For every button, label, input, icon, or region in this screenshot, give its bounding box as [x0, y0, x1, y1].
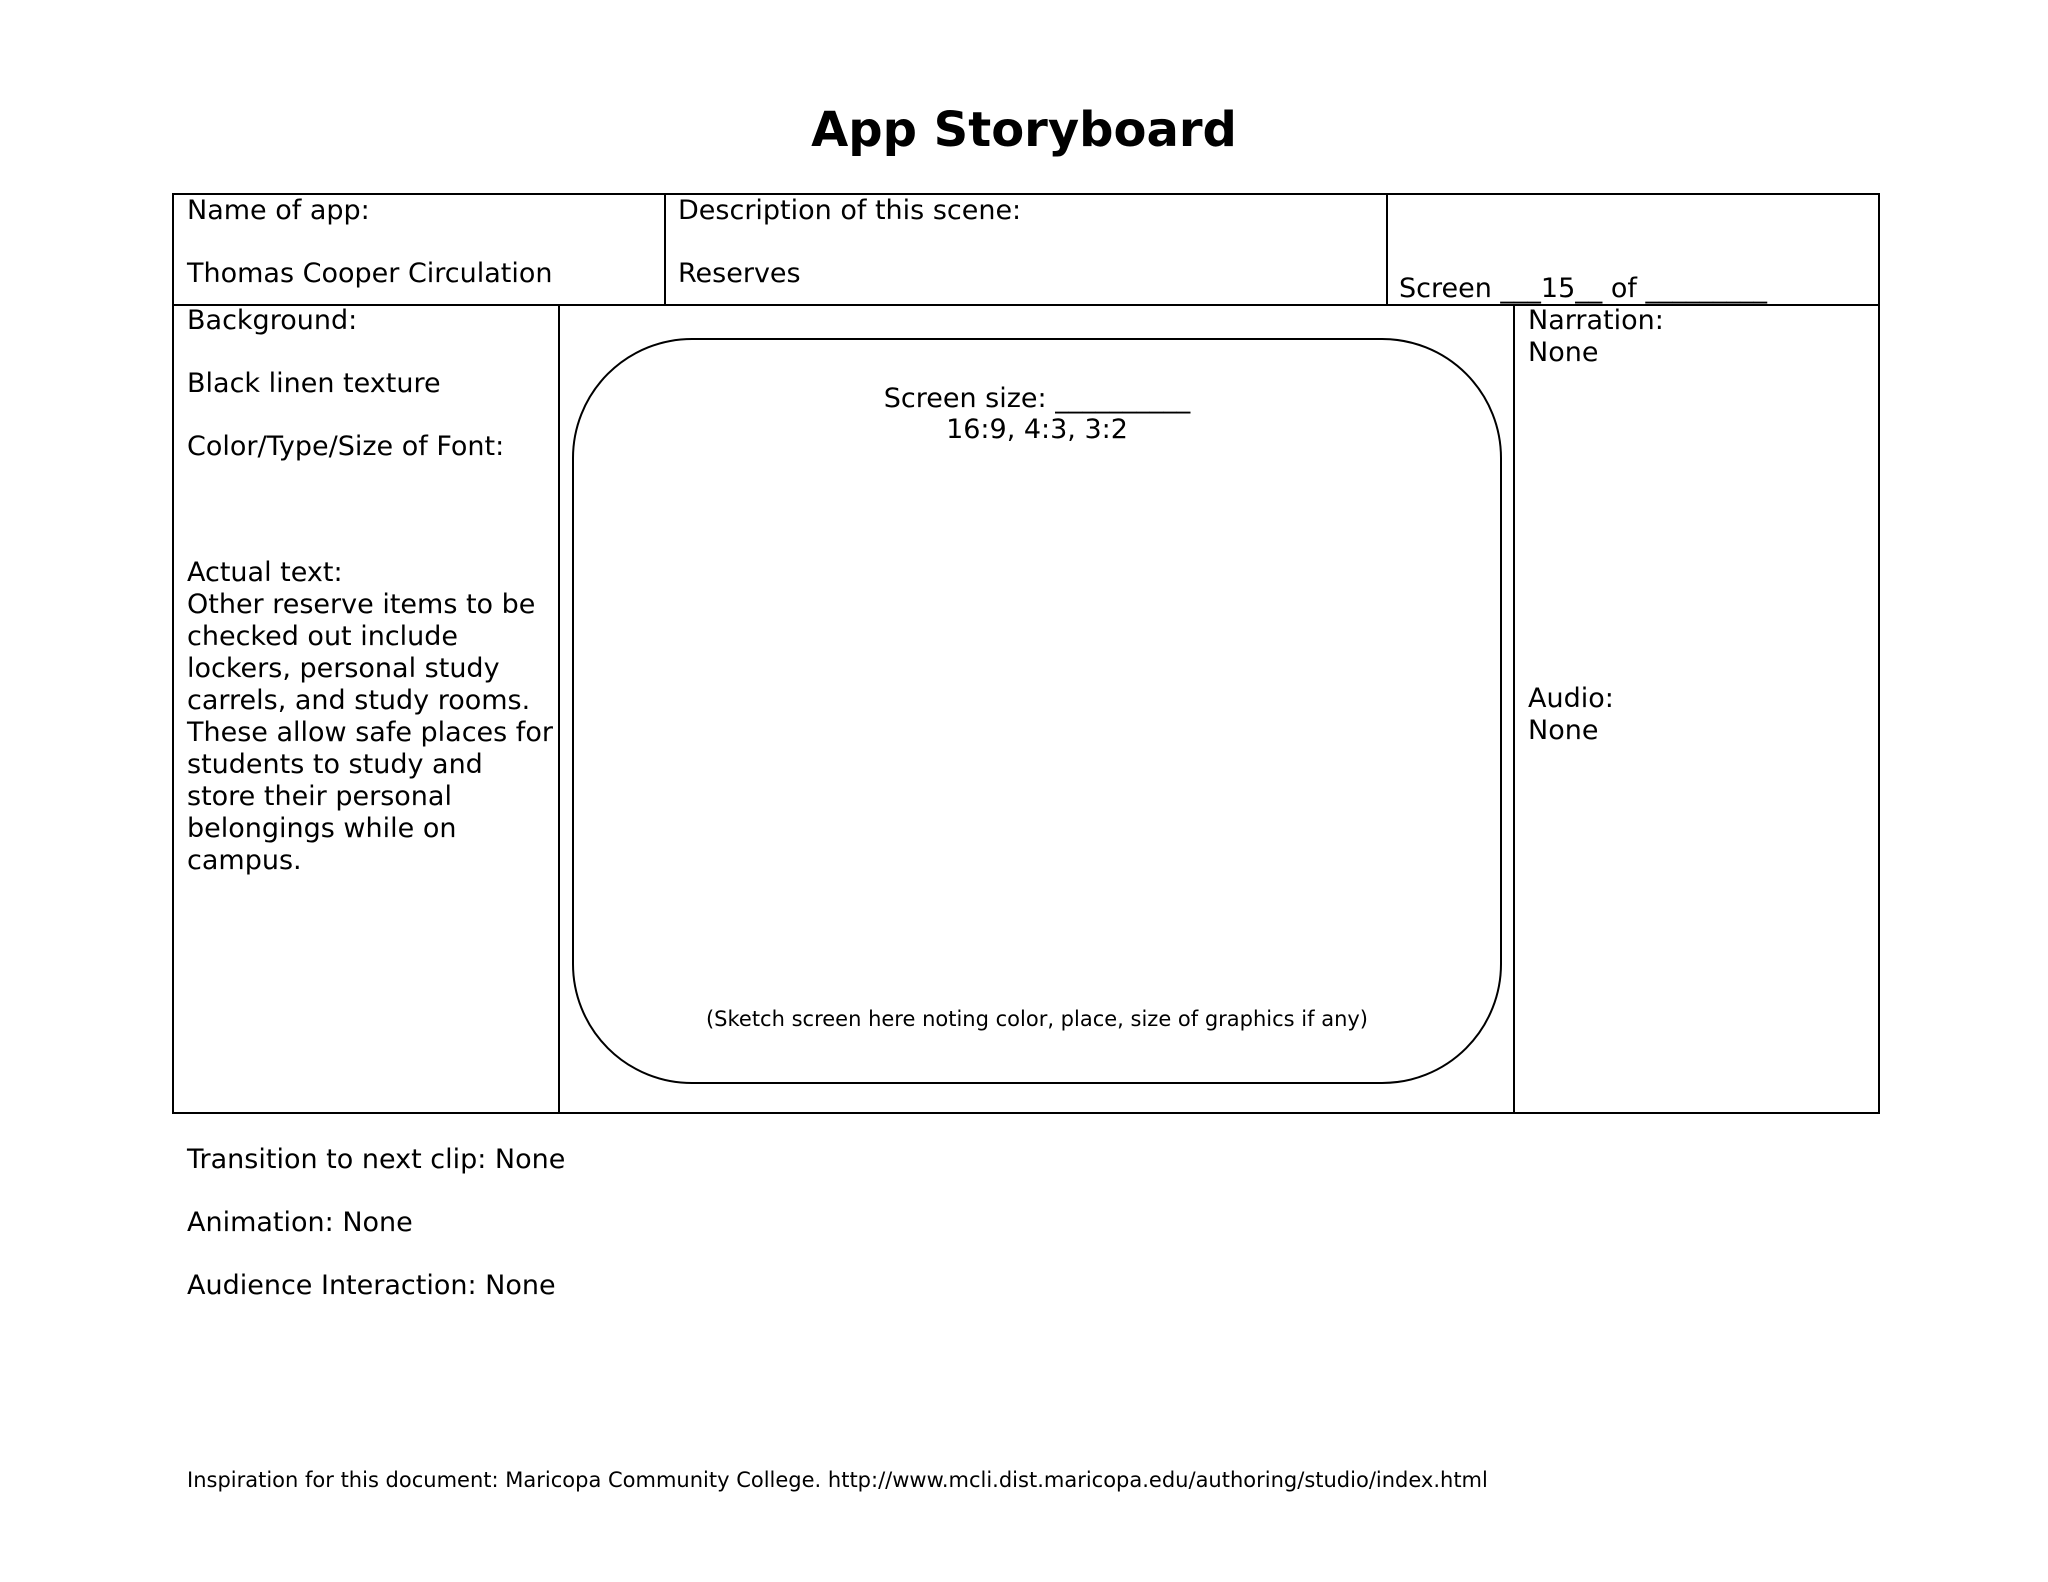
actual-text-line: store their personal — [187, 781, 452, 812]
inspiration-note: Inspiration for this document: Maricopa Community College. http://www.mcli.dist.maricopa.edu/authoring/studio/index.html — [187, 1468, 1488, 1492]
table-border-top — [172, 193, 1880, 195]
animation-text: Animation: None — [187, 1207, 413, 1238]
actual-text-line: Other reserve items to be — [187, 589, 536, 620]
actual-text-line: campus. — [187, 845, 302, 876]
screen-counter: Screen ___15__ of _________ — [1399, 273, 1767, 304]
actual-text-body — [187, 589, 553, 877]
background-value: Black linen texture — [187, 368, 441, 399]
sketch-frame — [572, 338, 1502, 1084]
actual-text-label: Actual text: — [187, 557, 343, 588]
actual-text-line: checked out include — [187, 621, 459, 652]
actual-text-line: students to study and — [187, 749, 483, 780]
screen-size-label: Screen size: __________ — [883, 383, 1191, 414]
page-title: App Storyboard — [811, 102, 1237, 158]
font-label: Color/Type/Size of Font: — [187, 431, 505, 462]
app-name-label: Name of app: — [187, 195, 370, 226]
transition-text: Transition to next clip: None — [187, 1144, 566, 1175]
table-border-bottom — [172, 1112, 1880, 1114]
scene-description-value: Reserves — [678, 258, 801, 289]
body-divider-left — [558, 304, 560, 1113]
body-divider-right — [1513, 304, 1515, 1113]
header-divider-1 — [664, 193, 666, 305]
scene-description-label: Description of this scene: — [678, 195, 1022, 226]
actual-text-line: lockers, personal study — [187, 653, 500, 684]
header-divider-2 — [1386, 193, 1388, 305]
app-name-value: Thomas Cooper Circulation — [187, 258, 553, 289]
audio-label: Audio: — [1528, 683, 1614, 714]
table-border-left — [172, 193, 174, 1114]
actual-text-line: These allow safe places for — [187, 717, 553, 748]
sketch-instruction: (Sketch screen here noting color, place, size of graphics if any) — [705, 1007, 1369, 1031]
actual-text-line: belongings while on — [187, 813, 457, 844]
narration-label: Narration: — [1528, 305, 1664, 336]
screen-size-options: 16:9, 4:3, 3:2 — [946, 414, 1128, 445]
table-border-right — [1878, 193, 1880, 1114]
narration-value: None — [1528, 337, 1599, 368]
actual-text-line: carrels, and study rooms. — [187, 685, 531, 716]
audio-value: None — [1528, 715, 1599, 746]
audience-interaction-text: Audience Interaction: None — [187, 1270, 556, 1301]
background-label: Background: — [187, 305, 358, 336]
